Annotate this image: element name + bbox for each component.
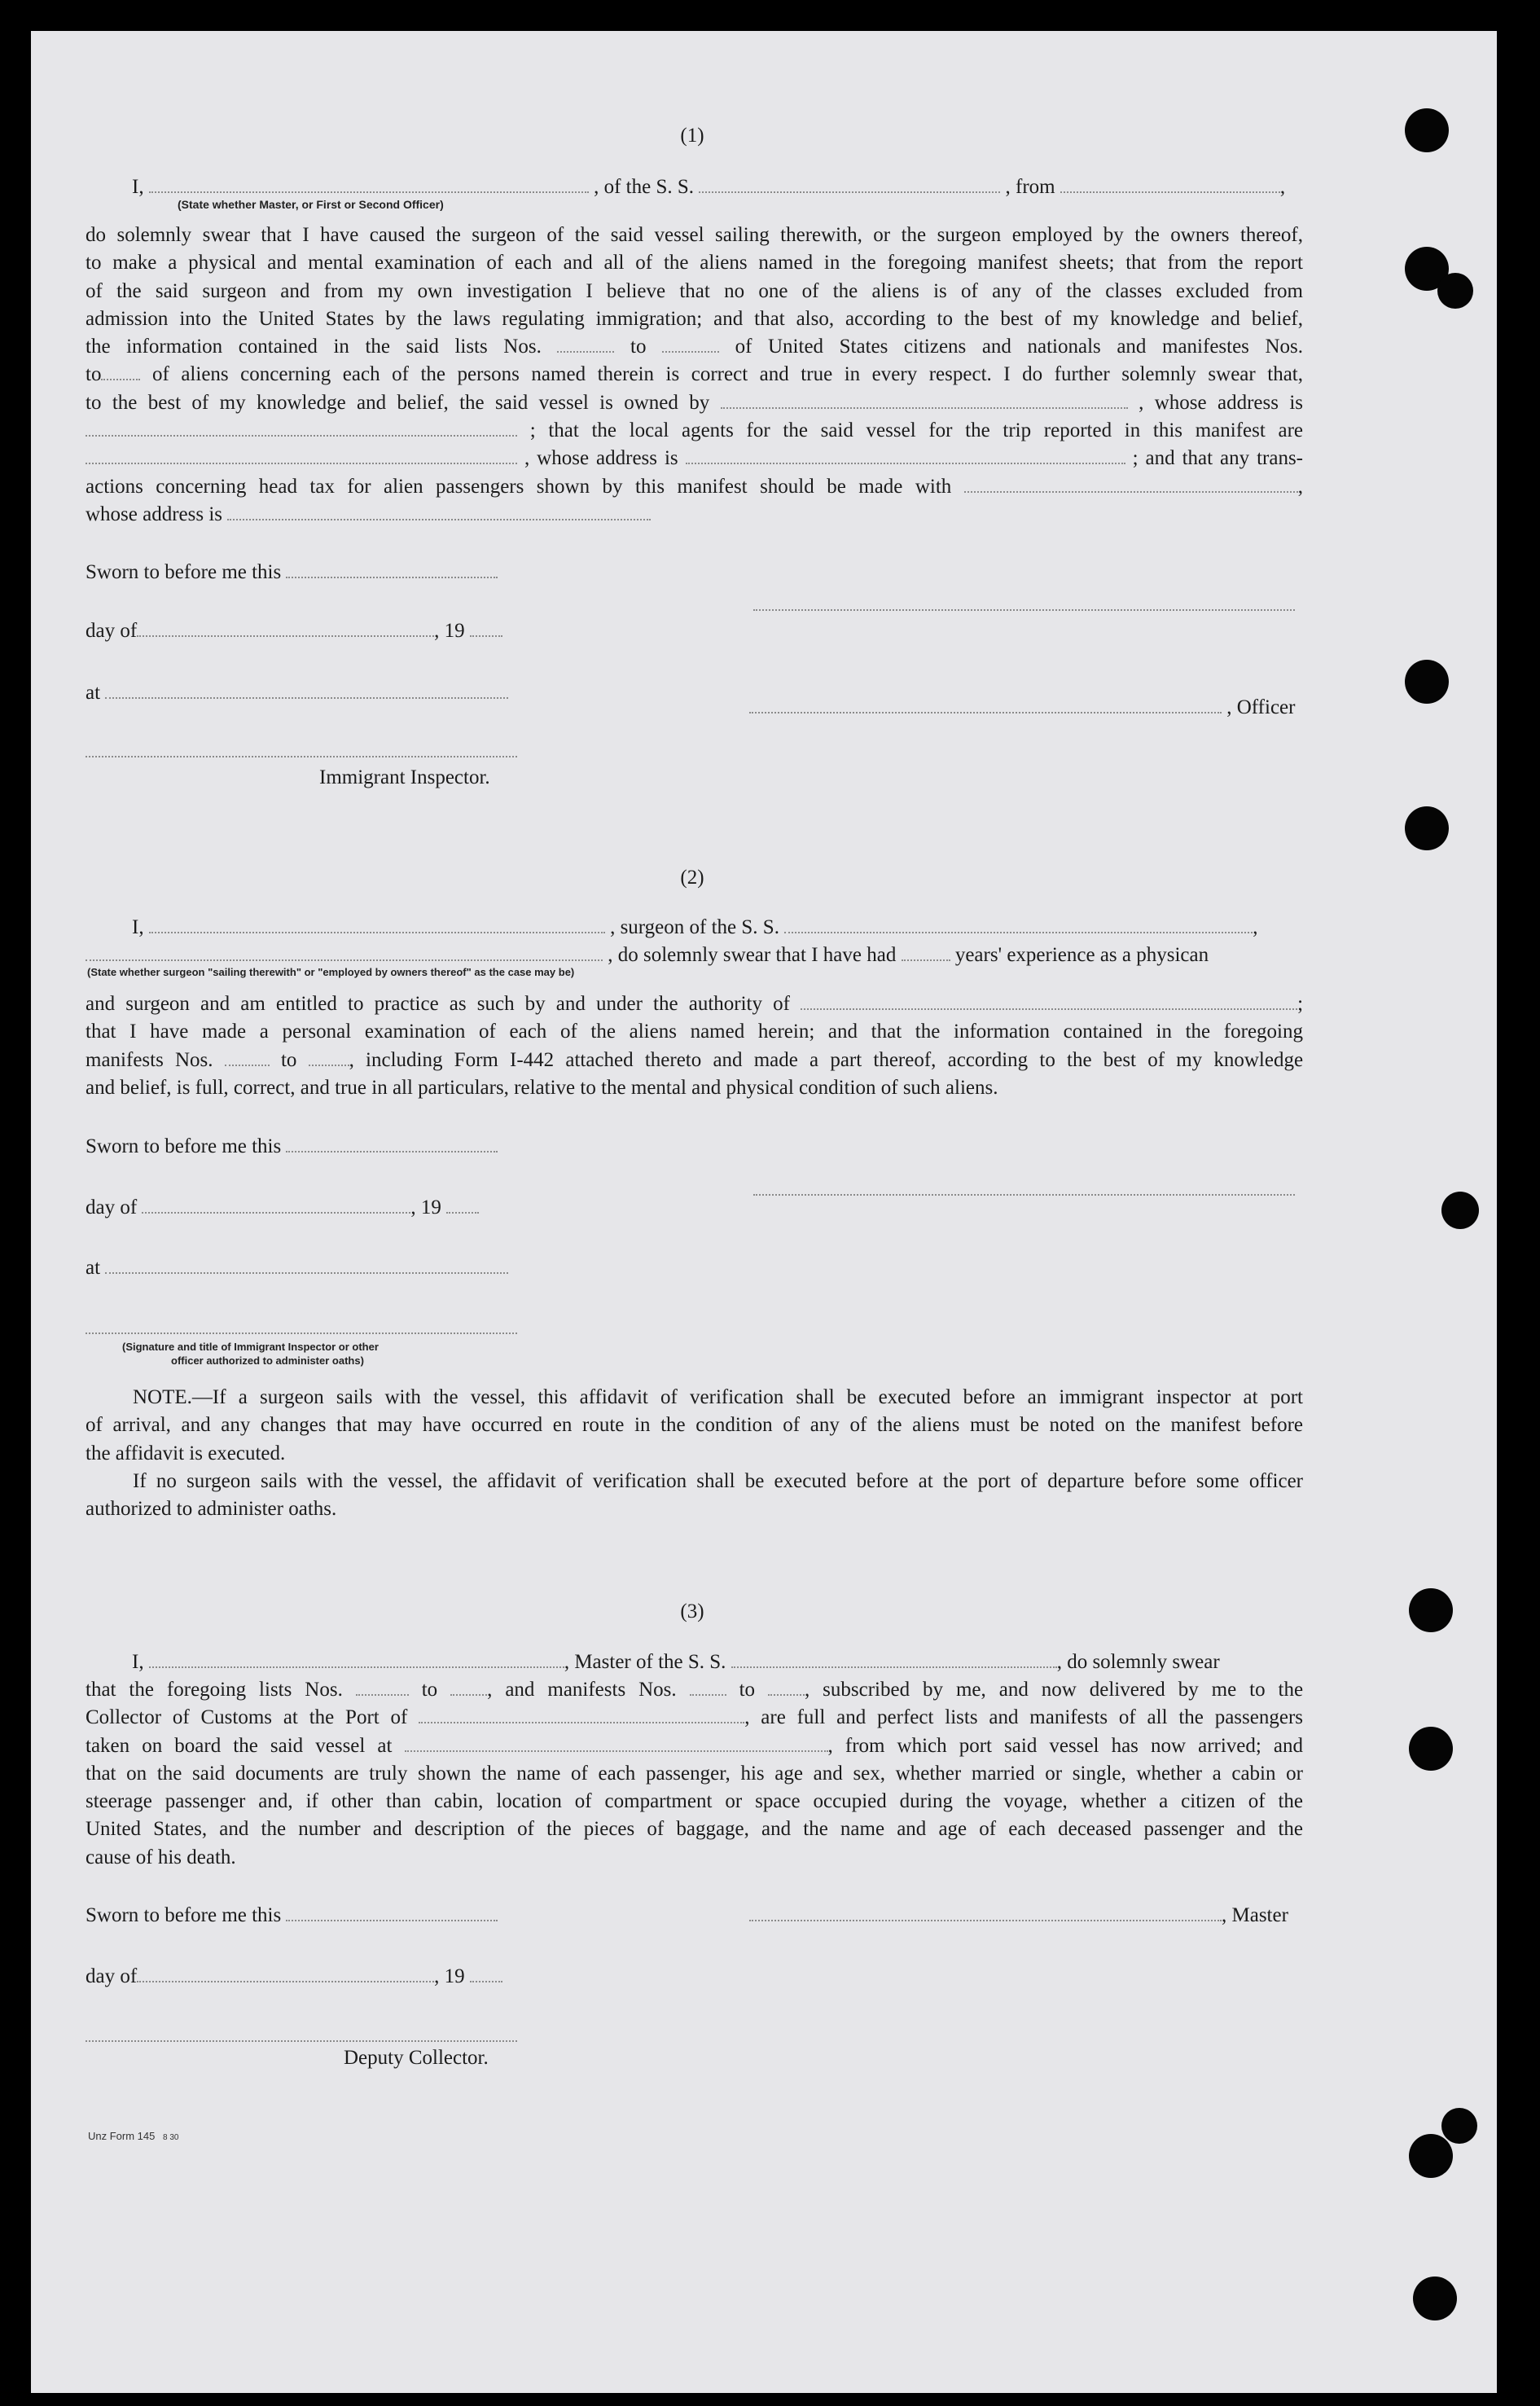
form-number: [88, 2130, 178, 2142]
body-line: that I have made a personal examination of each of the aliens named herein; and that the information contained in the foregoing: [86, 1021, 1303, 1043]
year-field[interactable]: [470, 619, 502, 637]
section-1-day: [86, 617, 502, 645]
sworn-date-field[interactable]: [286, 1903, 498, 1921]
section-3-number: (3): [680, 1600, 704, 1622]
collector-signature-line[interactable]: [86, 2040, 517, 2042]
text: , whose address is: [1139, 391, 1304, 414]
local-agents-field[interactable]: [86, 446, 517, 464]
signature-line[interactable]: [753, 609, 1295, 611]
body-line: cause of his death.: [86, 1846, 236, 1868]
section-2-line-2: [86, 942, 1209, 969]
years-label: years' experience as a physican: [954, 944, 1209, 966]
master-name-field[interactable]: [149, 1650, 564, 1668]
at-label: at: [86, 682, 101, 704]
manifests-to-field[interactable]: [768, 1678, 805, 1696]
punch-hole: [1405, 660, 1449, 704]
boarding-port-field[interactable]: [405, 1734, 828, 1752]
note-line: NOTE.—If a surgeon sails with the vessel, this affidavit of verification shall be executed before an immigrant inspector at port: [133, 1386, 1303, 1408]
master-label: , Master: [1222, 1904, 1288, 1926]
section-1-at: [86, 679, 508, 707]
from-label: , from: [1005, 176, 1055, 198]
surgeon-signature-line[interactable]: [753, 1194, 1295, 1196]
alien-manifests-to-field[interactable]: [101, 362, 140, 380]
body-line: of the said surgeon and from my own investigation I believe that no one of the aliens is of any of the classes excluded from: [86, 279, 1303, 302]
swear-label: , do solemnly swear: [1056, 1651, 1220, 1673]
lists-from-field[interactable]: [356, 1678, 409, 1696]
text: to: [630, 336, 647, 358]
body-line: and surgeon and am entitled to practice as such by and under the authority of ;: [86, 993, 1304, 1015]
sworn-label: Sworn to before me this: [86, 1135, 282, 1157]
note-line: the affidavit is executed.: [86, 1442, 286, 1464]
text: of aliens concerning each of the persons named therein is correct and true in every respect. I do further solemnly swear that,: [151, 363, 1303, 386]
year-label: , 19: [434, 1965, 465, 1987]
day-field[interactable]: [137, 619, 434, 637]
text: of United States citizens and nationals and manifestes Nos.: [735, 336, 1304, 358]
body-line: [86, 445, 1303, 472]
body-line: that on the said documents are truly shown the name of each passenger, his age and sex, whether married or single, whether a cabin or: [86, 1762, 1303, 1785]
body-line: admission into the United States by the laws regulating immigration; and that also, according to the best of my knowledge and belief,: [86, 307, 1303, 330]
form-label: Unz Form 145: [88, 2130, 156, 2142]
punch-hole: [1409, 1727, 1453, 1771]
body-line: [86, 417, 1303, 445]
surgeon-of-label: , surgeon of the S. S.: [610, 916, 779, 938]
i-label: I,: [132, 176, 144, 198]
body-line: [86, 1047, 1303, 1074]
vessel-name-field[interactable]: [784, 915, 1253, 933]
officer-signature-row: [749, 694, 1295, 722]
body-line: United States, and the number and description of the pieces of baggage, and the name and age of each deceased passenger and the: [86, 1818, 1303, 1841]
body-line: [86, 333, 1303, 361]
agents-address-field[interactable]: [686, 446, 1125, 464]
text: taken on board the said vessel at: [86, 1734, 393, 1757]
head-tax-contact-field[interactable]: [964, 475, 1298, 493]
section-1-body: [86, 222, 1303, 529]
year-label: , 19: [410, 1196, 441, 1218]
i-label: I,: [132, 916, 144, 938]
body-line: [86, 1676, 1303, 1704]
surgeon-type-note: (State whether surgeon "sailing therewith" or "employed by owners thereof" as the case may be): [87, 966, 575, 978]
text: to: [280, 1048, 297, 1071]
owner-address-field[interactable]: [86, 419, 517, 437]
section-3-body: [86, 1676, 1303, 1872]
day-of-label: day of: [86, 1965, 138, 1987]
year-field[interactable]: [470, 1965, 502, 1982]
body-line: [86, 361, 1303, 389]
collector-label: Deputy Collector.: [344, 2047, 489, 2069]
citizen-lists-from-field[interactable]: [557, 335, 614, 353]
year-label: , 19: [434, 620, 465, 642]
form-code: 8 30: [163, 2133, 179, 2142]
section-3-line-1: [132, 1649, 1220, 1676]
of-ss-label: , of the S. S.: [594, 176, 695, 198]
at-label: at: [86, 1257, 101, 1279]
sworn-label: Sworn to before me this: [86, 1904, 282, 1926]
text: to: [421, 1679, 438, 1701]
text: manifests Nos.: [86, 1048, 213, 1071]
text: ; and that any trans-: [1132, 447, 1304, 470]
punch-hole: [1413, 2276, 1457, 2320]
surgeon-name-field[interactable]: [149, 915, 605, 933]
signature-note-line: officer authorized to administer oaths): [171, 1354, 364, 1367]
body-line: actions concerning head tax for alien passengers shown by this manifest should be made with ,: [86, 475, 1303, 498]
authority-field[interactable]: [801, 992, 1297, 1010]
note-line: If no surgeon sails with the vessel, the affidavit of verification shall be executed before at the port of departure before some officer: [133, 1469, 1303, 1492]
i-label: I,: [132, 1651, 144, 1673]
body-line: do solemnly swear that I have caused the surgeon of the said vessel sailing therewith, or the surgeon employed by the owners thereof,: [86, 224, 1303, 246]
signature-note: [122, 1340, 379, 1368]
officer-rank-note: (State whether Master, or First or Second Officer): [178, 198, 444, 211]
text: actions concerning head tax for alien passengers shown by this manifest should be made with: [86, 475, 952, 498]
punch-hole: [1437, 273, 1473, 309]
day-of-label: day of: [86, 1196, 138, 1218]
vessel-name-field[interactable]: [731, 1650, 1057, 1668]
body-line: [86, 1704, 1303, 1732]
officer-name-field[interactable]: [149, 175, 589, 193]
body-line: [86, 1732, 1303, 1760]
manifests-to-field[interactable]: [309, 1048, 349, 1066]
citizen-lists-to-field[interactable]: [662, 335, 719, 353]
text: , and manifests Nos.: [487, 1679, 677, 1701]
officer-label: , Officer: [1226, 696, 1296, 718]
vessel-owner-field[interactable]: [721, 391, 1128, 409]
text: whose address is: [86, 503, 223, 525]
note-line: authorized to administer oaths.: [86, 1498, 337, 1521]
punch-hole: [1405, 108, 1449, 152]
port-field[interactable]: [419, 1706, 744, 1723]
day-field[interactable]: [142, 1196, 410, 1214]
punch-hole: [1409, 1588, 1453, 1632]
body-line: steerage passenger and, if other than cabin, location of compartment or space occupied during the voyage, whether a citizen of the: [86, 1790, 1303, 1813]
section-3-day: [86, 1963, 502, 1991]
master-of-label: , Master of the S. S.: [564, 1651, 726, 1673]
note-paragraph: [86, 1384, 1303, 1523]
sworn-label: Sworn to before me this: [86, 561, 282, 583]
officer-signature-field[interactable]: [749, 696, 1222, 713]
punch-hole: [1409, 2134, 1453, 2178]
day-of-label: day of: [86, 620, 138, 642]
swear-label: , do solemnly swear that I have had: [608, 944, 897, 966]
body-line: and belief, is full, correct, and true in all particulars, relative to the mental and physical condition of such aliens.: [86, 1076, 998, 1099]
punch-hole: [1405, 806, 1449, 850]
text: to the best of my knowledge and belief, the said vessel is owned by: [86, 391, 710, 414]
section-1-line-1: I, , of the S. S. , from ,: [132, 176, 1286, 198]
text: , are full and perfect lists and manifests of all the passengers: [744, 1706, 1304, 1729]
inspector-label: Immigrant Inspector.: [319, 766, 490, 788]
note-line: of arrival, and any changes that may have occurred en route in the condition of any of the aliens must be noted on the manifest before: [86, 1414, 1303, 1437]
text: ; that the local agents for the said vessel for the trip reported in this manifest are: [529, 419, 1303, 442]
section-2-number: (2): [680, 867, 704, 889]
section-2-body: [86, 990, 1303, 1102]
manifests-from-field[interactable]: [225, 1048, 270, 1066]
inspector-signature-line[interactable]: [86, 1333, 517, 1334]
day-field[interactable]: [137, 1965, 434, 1982]
body-line: [86, 501, 1303, 529]
vessel-name-field[interactable]: [699, 175, 1000, 193]
section-2-at: [86, 1254, 508, 1282]
section-2-line-1: I, , surgeon of the S. S. ,: [132, 916, 1258, 938]
body-line: [86, 389, 1303, 417]
punch-hole: [1441, 1192, 1479, 1229]
sworn-date-field[interactable]: [286, 1135, 498, 1153]
master-signature-field[interactable]: [749, 1903, 1222, 1921]
text: and surgeon and am entitled to practice as such by and under the authority of: [86, 993, 790, 1015]
text: , whose address is: [524, 447, 678, 470]
manifests-from-field[interactable]: [690, 1678, 726, 1696]
text: , from which port said vessel has now arrived; and: [827, 1734, 1304, 1757]
head-tax-address-field[interactable]: [227, 503, 651, 520]
surgeon-type-field[interactable]: [86, 943, 603, 961]
text: , including Form I-442 attached thereto and made a part thereof, according to the best of my knowledge: [349, 1048, 1304, 1071]
inspector-signature-line[interactable]: [86, 756, 517, 757]
place-field[interactable]: [105, 681, 508, 699]
punch-hole: [1441, 2108, 1477, 2144]
text: Collector of Customs at the Port of: [86, 1706, 408, 1729]
text: , subscribed by me, and now delivered by me to the: [804, 1679, 1304, 1701]
text: that the foregoing lists Nos.: [86, 1679, 343, 1701]
years-field[interactable]: [902, 943, 950, 961]
sworn-date-field[interactable]: [286, 560, 498, 578]
from-port-field[interactable]: [1060, 175, 1280, 193]
text: to: [739, 1679, 756, 1701]
section-3-sworn: [86, 1902, 498, 1930]
section-2-day: [86, 1194, 479, 1222]
year-field[interactable]: [446, 1196, 479, 1214]
signature-note-line: (Signature and title of Immigrant Inspector or other: [122, 1341, 379, 1353]
text: the information contained in the said lists Nos.: [86, 336, 542, 358]
master-signature-row: [749, 1902, 1288, 1930]
body-line: to make a physical and mental examination of each and all of the aliens named in the foregoing manifest sheets; that from the report: [86, 252, 1303, 274]
lists-to-field[interactable]: [450, 1678, 487, 1696]
section-2-sworn: [86, 1133, 498, 1161]
place-field[interactable]: [105, 1256, 508, 1274]
section-1-sworn: [86, 559, 498, 586]
section-1-number: (1): [680, 125, 704, 147]
text: to: [86, 363, 102, 386]
